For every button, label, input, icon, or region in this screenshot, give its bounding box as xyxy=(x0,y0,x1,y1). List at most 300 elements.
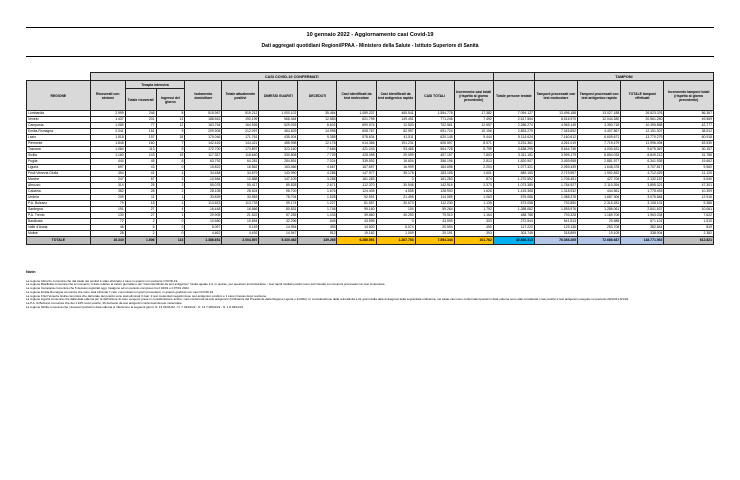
header-ti-totale: Totale ricoverati xyxy=(125,89,156,111)
value-cell: 573.058 xyxy=(493,201,534,207)
value-cell: 11.996.494 xyxy=(621,141,664,147)
value-cell: 519.212 xyxy=(222,111,259,117)
value-cell: 147.109 xyxy=(259,177,298,183)
value-cell: 2.373 xyxy=(454,183,493,189)
value-cell: 5 xyxy=(156,147,185,153)
value-cell: 30.546 xyxy=(376,183,415,189)
value-cell: 50.078 xyxy=(185,183,222,189)
value-cell: 35.464 xyxy=(298,111,337,117)
value-cell: 11 xyxy=(125,195,156,201)
value-cell: 191.231 xyxy=(376,141,415,147)
value-cell: 697 xyxy=(90,165,125,171)
value-cell: 4.712.429 xyxy=(621,171,664,177)
value-cell: 6.341.935 xyxy=(621,159,664,165)
value-cell: 86.367 xyxy=(664,111,714,117)
value-cell: 1.601 xyxy=(454,171,493,177)
value-cell: 4 xyxy=(156,207,185,213)
value-cell: 2.841.637 xyxy=(621,207,664,213)
region-name-cell: Piemonte xyxy=(27,141,91,147)
report-subtitle: Dati aggregati quotidiani Regioni/PPAA - Ministero della Salute - Istituto Superiore di Sanità xyxy=(261,43,479,49)
value-cell: 57 xyxy=(125,177,156,183)
value-cell: 21.498 xyxy=(376,195,415,201)
value-cell: 8.602 xyxy=(298,123,337,129)
value-cell: 20.905 xyxy=(185,213,222,219)
total-row xyxy=(27,237,714,245)
region-name-cell: P.A. Trento xyxy=(27,213,91,219)
header-incremento-tamponi: Incremento tamponi totali (rispetto al giorno precedente) xyxy=(664,81,714,111)
value-cell: 2 xyxy=(156,189,185,195)
value-cell: 28 xyxy=(125,189,156,195)
value-cell: 1.518 xyxy=(90,135,125,141)
value-cell: 7.492 xyxy=(454,117,493,123)
region-name-cell: P.A. Bolzano xyxy=(27,201,91,207)
value-cell: 45 xyxy=(125,159,156,165)
value-cell: 702.561 xyxy=(415,123,454,129)
value-cell: 8 xyxy=(156,111,185,117)
value-cell: 2.671 xyxy=(298,183,337,189)
value-cell: 142.916 xyxy=(415,183,454,189)
value-cell: 2.517.564 xyxy=(493,117,534,123)
value-cell: 77 xyxy=(125,123,156,129)
value-cell: 82.957 xyxy=(376,129,415,135)
value-cell: 113 xyxy=(125,147,156,153)
value-cell: 690.074 xyxy=(337,123,376,129)
value-cell: 339.592 xyxy=(337,159,376,165)
value-cell: 330.808 xyxy=(259,153,298,159)
total-value-cell: 7.554.344 xyxy=(415,237,454,245)
value-cell: 113.633 xyxy=(185,201,222,207)
value-cell: 12.044.280 xyxy=(578,117,621,123)
region-name-cell: Molise xyxy=(27,231,91,237)
header-regione: REGIONE xyxy=(27,81,91,111)
value-cell: 14.520 xyxy=(337,225,376,231)
value-cell: 3.075.684 xyxy=(621,195,664,201)
value-cell: 14.998 xyxy=(298,129,337,135)
value-cell: 10.309 xyxy=(664,189,714,195)
value-cell: 129.136 xyxy=(534,225,577,231)
value-cell: 3.638.299 xyxy=(493,147,534,153)
value-cell: 382 xyxy=(90,189,125,195)
value-cell: 172.700 xyxy=(185,147,222,153)
value-cell: 13.496.188 xyxy=(534,111,577,117)
value-cell: 2.204 xyxy=(454,165,493,171)
value-cell: 621.795 xyxy=(337,117,376,123)
total-value-cell: 139.265 xyxy=(298,237,337,245)
value-cell: 7.709 xyxy=(298,153,337,159)
value-cell: 435.004 xyxy=(259,135,298,141)
value-cell: 4.492 xyxy=(222,231,259,237)
value-cell: 2.813 xyxy=(454,159,493,165)
value-cell: 1.318.932 xyxy=(534,189,577,195)
value-cell: 34.484 xyxy=(185,171,222,177)
note-line: La regione Liguria comunica che dalla data odierna per la definizione di caso vengono prese in considerazione anche i casi confermati da test antigenico (Ordinanza del Presidente della Regione Liguria n.1/2022). In considerazione della retroattività a 21 giorni dalla data di diagnosi della sopracitata ordinanza, nel totale casi sono confermati riportati in data odierna sono stati considerati i casi positivi a test antigenico eseguito nel periodo 20/12/21-9/1/22. xyxy=(26,298,630,302)
header-tamponi-antigenico: Tamponi processati con test antigenico rapido xyxy=(578,81,621,111)
value-cell: 568.464 xyxy=(259,117,298,123)
region-name-cell: Veneto xyxy=(27,117,91,123)
value-cell: 114.089 xyxy=(415,195,454,201)
value-cell: 10.580 xyxy=(185,219,222,225)
region-name-cell: Calabria xyxy=(27,189,91,195)
value-cell: 3.108.131 xyxy=(621,201,664,207)
total-value-cell: 72.686.687 xyxy=(578,237,621,245)
group-tamponi: TAMPONI xyxy=(534,73,713,81)
value-cell: 318.899 xyxy=(534,231,577,237)
value-cell: 144.421 xyxy=(222,141,259,147)
value-cell: 8.516.970 xyxy=(534,117,577,123)
total-label: TOTALE xyxy=(27,237,91,245)
value-cell: 32.296 xyxy=(259,219,298,225)
value-cell: 4 xyxy=(156,171,185,177)
value-cell: 191 xyxy=(90,207,125,213)
header-casi-molecolare: Casi identificati da test molecolare xyxy=(337,81,376,111)
value-cell: 10.395.858 xyxy=(621,123,664,129)
header-terapia-intensiva: Terapia intensiva xyxy=(125,81,185,89)
value-cell: 201 xyxy=(125,117,156,123)
value-cell: 1 xyxy=(156,201,185,207)
value-cell: 303 xyxy=(454,219,493,225)
region-name-cell: Sardegna xyxy=(27,207,91,213)
value-cell: 1.227 xyxy=(298,201,337,207)
value-cell: 9 xyxy=(156,129,185,135)
value-cell: 26.523.376 xyxy=(621,111,664,117)
value-cell: 6.609.671 xyxy=(578,135,621,141)
value-cell: 57.255 xyxy=(259,213,298,219)
header-totale-positivi: Totale attualmente positivi xyxy=(222,81,259,111)
value-cell: 515.967 xyxy=(185,111,222,117)
value-cell: 354 xyxy=(90,171,125,177)
value-cell: 8.854.033 xyxy=(578,153,621,159)
value-cell: 164.926 xyxy=(222,123,259,129)
value-cell: 3 xyxy=(156,177,185,183)
note-line: La regione Friuli Venezia Giulia comunica che dal totale dei positivi sono stati eliminati 3 casi: 2 test molecolari negativi dopo test antigenico positivo e 1 caso rimosso dopo revisione. xyxy=(26,294,267,298)
value-cell: 1.992.832 xyxy=(578,171,621,177)
total-value-cell: 101.762 xyxy=(454,237,493,245)
value-cell: 142.416 xyxy=(185,141,222,147)
value-cell: 8.849.212 xyxy=(621,153,664,159)
value-cell: 303.745 xyxy=(493,231,534,237)
covid-data-table xyxy=(26,72,714,245)
value-cell: 14.954 xyxy=(259,225,298,231)
value-cell: 9.560 xyxy=(664,165,714,171)
value-cell: 7 xyxy=(156,141,185,147)
region-name-cell: Lombardia xyxy=(27,111,91,117)
value-cell: 8 xyxy=(156,159,185,165)
value-cell: 421.243 xyxy=(337,147,376,153)
value-cell: 5.799 xyxy=(454,147,493,153)
value-cell: 209 xyxy=(90,195,125,201)
region-name-cell: Emilia-Romagna xyxy=(27,129,91,135)
value-cell: 444 xyxy=(90,159,125,165)
value-cell: 1.648.378 xyxy=(578,165,621,171)
region-name-cell: Marche xyxy=(27,177,91,183)
value-cell: 5.114.624 xyxy=(493,135,534,141)
value-cell: 33.953 xyxy=(222,195,259,201)
value-cell: 12.583 xyxy=(298,117,337,123)
value-cell: 35.178 xyxy=(376,171,415,177)
value-cell: 338.004 xyxy=(621,231,664,237)
value-cell: 1.437 xyxy=(90,117,125,123)
region-name-cell: Lazio xyxy=(27,135,91,141)
region-name-cell: Umbria xyxy=(27,195,91,201)
value-cell: 1.084 xyxy=(90,147,125,153)
value-cell: 253.708 xyxy=(578,225,621,231)
value-cell: 284.891 xyxy=(259,159,298,165)
value-cell: 60.918 xyxy=(664,135,714,141)
notes-section xyxy=(26,270,716,309)
header-dimessi: DIMESSI GUARITI xyxy=(259,81,298,111)
value-cell: 29.059 xyxy=(376,153,415,159)
value-cell: 98.700 xyxy=(259,189,298,195)
value-cell: 620.145 xyxy=(415,135,454,141)
value-cell: 608.767 xyxy=(337,129,376,135)
value-cell: 2.853.279 xyxy=(493,129,534,135)
value-cell: 529.033 xyxy=(259,123,298,129)
value-cell: 143 xyxy=(125,153,156,159)
value-cell: 819 xyxy=(664,225,714,231)
value-cell: 63.792 xyxy=(185,159,222,165)
value-cell: 7.345.692 xyxy=(534,129,577,135)
value-cell: 29.588 xyxy=(578,219,621,225)
value-cell: 9.385 xyxy=(298,135,337,141)
value-cell: 78.704 xyxy=(259,195,298,201)
value-cell: 147.977 xyxy=(337,171,376,177)
value-cell: 14.947 xyxy=(259,231,298,237)
value-cell: 183.155 xyxy=(415,171,454,177)
value-cell: 614.366 xyxy=(337,141,376,147)
value-cell: 163.764 xyxy=(185,123,222,129)
value-cell: 393 xyxy=(454,231,493,237)
note-line: La P.A. di Bolzano comunica che dei 1.105 nuovi positivi, 26 derivano da test antigenici confermati da test molecolare. xyxy=(26,301,183,305)
value-cell: 12.557 xyxy=(454,123,493,129)
value-cell: 49.569 xyxy=(664,117,714,123)
value-cell: 188.561 xyxy=(185,117,222,123)
header-casi-antigenico: Casi identificati da test antigenico rapido xyxy=(376,81,415,111)
value-cell: 1.510 xyxy=(664,219,714,225)
header-tamponi-totale: TOTALE tamponi effettuati xyxy=(621,81,664,111)
value-cell: 4.462 xyxy=(185,231,222,237)
value-cell: 444.561 xyxy=(578,189,621,195)
value-cell: 356.196 xyxy=(415,159,454,165)
header-isolamento: Isolamento domiciliare xyxy=(185,81,222,111)
value-cell: 1 xyxy=(156,213,185,219)
value-cell: 212.097 xyxy=(222,129,259,135)
value-cell: 72 xyxy=(90,219,125,225)
value-cell: 117.337 xyxy=(185,153,222,159)
value-cell: 47.301 xyxy=(664,183,714,189)
value-cell: 7.665 xyxy=(298,147,337,153)
value-cell: 1.820.907 xyxy=(493,159,534,165)
value-cell: 1.415.368 xyxy=(493,189,534,195)
value-cell: 18 xyxy=(156,135,185,141)
value-cell: 197 xyxy=(125,135,156,141)
value-cell: 190.199 xyxy=(222,117,259,123)
header-deceduti: DECEDUTI xyxy=(298,81,337,111)
value-cell: 2.719.597 xyxy=(534,171,577,177)
value-cell: 161.283 xyxy=(415,177,454,183)
value-cell: 7.094.127 xyxy=(493,111,534,117)
value-cell: 2.041 xyxy=(90,129,125,135)
value-cell: 170.046 xyxy=(185,135,222,141)
value-cell: 151 xyxy=(125,129,156,135)
value-cell: 1.009 xyxy=(376,231,415,237)
value-cell: 1.784.927 xyxy=(534,183,577,189)
value-cell: 2 xyxy=(125,231,156,237)
value-cell: 184.696 xyxy=(415,165,454,171)
value-cell: 11.120 xyxy=(664,171,714,177)
value-cell: 173.897 xyxy=(222,147,259,153)
value-cell: 1.792 xyxy=(454,207,493,213)
note-line: La regione Basilicata comunica che al momento, il dato relativo al valore giornaliero dei "Casi identificati da test antigenico" risulta uguale a 0, in quanto, per questioni amministrative, i test rapidi risultati positivi sono tutti ritestati con tamponi processati con test molecolare. xyxy=(26,283,386,287)
value-cell: 691.724 xyxy=(415,129,454,135)
value-cell: 42.777 xyxy=(664,123,714,129)
value-cell: 1.000.102 xyxy=(259,111,298,117)
value-cell: 457.157 xyxy=(415,153,454,159)
value-cell: 10.654 xyxy=(222,219,259,225)
value-cell: 80.831 xyxy=(259,207,298,213)
value-cell: 4.667 xyxy=(298,165,337,171)
value-cell: 2.110.394 xyxy=(578,183,621,189)
value-cell: 5.644.736 xyxy=(534,147,577,153)
value-cell: 130 xyxy=(90,213,125,219)
total-value-cell: 16.340 xyxy=(90,237,125,245)
value-cell: 792.850 xyxy=(534,201,577,207)
value-cell: 1.555.576 xyxy=(534,207,577,213)
value-cell: 46 xyxy=(90,225,125,231)
value-cell: 3.459.958 xyxy=(534,159,577,165)
value-cell: 12 xyxy=(156,123,185,129)
value-cell: 33.839 xyxy=(185,195,222,201)
value-cell: 1.778.493 xyxy=(621,189,664,195)
value-cell: 605.597 xyxy=(415,141,454,147)
value-cell: 19.662 xyxy=(664,159,714,165)
value-cell: 488.998 xyxy=(259,141,298,147)
value-cell: 874 xyxy=(454,177,493,183)
value-cell: 1.626 xyxy=(454,189,493,195)
value-cell: 12.151.307 xyxy=(621,129,664,135)
value-cell: 38.512 xyxy=(664,129,714,135)
region-name-cell: Liguria xyxy=(27,165,91,171)
value-cell: 20.594 xyxy=(415,225,454,231)
value-cell: 99.264 xyxy=(415,207,454,213)
region-name-cell: Toscana xyxy=(27,147,91,153)
value-cell: 19.105 xyxy=(578,231,621,237)
value-cell: 1.845 xyxy=(90,141,125,147)
value-cell: 10.888 xyxy=(222,177,259,183)
value-cell: 1.554.778 xyxy=(415,111,454,117)
value-cell: 149.451 xyxy=(376,117,415,123)
value-cell: 43 xyxy=(125,165,156,171)
value-cell: 7.622 xyxy=(664,213,714,219)
value-cell: 28.108 xyxy=(185,189,222,195)
value-cell: 13.770.279 xyxy=(621,135,664,141)
value-cell: 4.286 xyxy=(298,171,337,177)
value-cell: 25 xyxy=(125,183,156,189)
value-cell: 272.544 xyxy=(493,219,534,225)
value-cell: 427.706 xyxy=(578,177,621,183)
value-cell: 2.132.157 xyxy=(621,177,664,183)
value-cell: 0 xyxy=(376,219,415,225)
header-ti-ingressi: Ingressi del giorno xyxy=(156,89,185,111)
value-cell: 92.591 xyxy=(337,195,376,201)
value-cell: 0 xyxy=(156,231,185,237)
value-cell: 1.963.034 xyxy=(621,213,664,219)
value-cell: 3.350.718 xyxy=(578,123,621,129)
value-cell: 16.666 xyxy=(222,207,259,213)
value-cell: 163.466 xyxy=(259,165,298,171)
value-cell: 428.098 xyxy=(337,153,376,159)
value-cell: 2.881.977 xyxy=(578,159,621,165)
value-cell: 16.562 xyxy=(222,165,259,171)
total-value-cell: 42.856.313 xyxy=(493,237,534,245)
value-cell: 1.135 xyxy=(454,201,493,207)
value-cell: 21.522 xyxy=(222,213,259,219)
value-cell: 12.178 xyxy=(298,141,337,147)
value-cell: 1.063 xyxy=(454,195,493,201)
value-cell: 4.261.019 xyxy=(534,141,577,147)
value-cell: 382.844 xyxy=(621,225,664,231)
region-name-cell: Valle d'Aosta xyxy=(27,225,91,231)
value-cell: 16.448 xyxy=(185,207,222,213)
value-cell: 4.965.145 xyxy=(534,123,577,129)
value-cell: 7.024 xyxy=(298,159,337,165)
value-cell: 578.634 xyxy=(337,135,376,141)
value-cell: 113.733 xyxy=(222,201,259,207)
value-cell: 1.073.385 xyxy=(493,183,534,189)
value-cell: 2 xyxy=(125,219,156,225)
note-line: La regione Abruzzo comunica che dal totale dei positivi è stato eliminato 1 caso in quanto non paziente COVID-19. xyxy=(26,279,179,283)
value-cell: 3.707.817 xyxy=(621,165,664,171)
total-value-cell: 76.085.265 xyxy=(534,237,577,245)
value-cell: 93.485 xyxy=(376,147,415,153)
value-cell: 15.822 xyxy=(185,165,222,171)
value-cell: 314 xyxy=(90,183,125,189)
value-cell: 541.513 xyxy=(534,219,577,225)
value-cell: 5.149 xyxy=(222,225,259,231)
report-title-box xyxy=(26,27,714,57)
value-cell: 3.311.181 xyxy=(493,153,534,159)
value-cell: 20.191 xyxy=(415,231,454,237)
value-cell: 571.101 xyxy=(621,219,664,225)
value-cell: 5.540 xyxy=(664,177,714,183)
value-cell: 1.687.306 xyxy=(578,195,621,201)
value-cell: 41.511 xyxy=(376,135,415,141)
value-cell: 512 xyxy=(298,231,337,237)
value-cell: 16.604 xyxy=(376,159,415,165)
region-name-cell: Abruzzo xyxy=(27,183,91,189)
total-value-cell: 5.430.462 xyxy=(259,237,298,245)
value-cell: 1.706.451 xyxy=(534,177,577,183)
value-cell: 89.828 xyxy=(259,183,298,189)
value-cell: 6.074 xyxy=(376,225,415,231)
group-casi-confermati: CASI COVID-19 CONFERMATI xyxy=(90,73,493,81)
value-cell: 171.761 xyxy=(222,135,259,141)
total-value-cell: 6.286.591 xyxy=(337,237,376,245)
value-cell: 1.270.552 xyxy=(493,177,534,183)
value-cell: 112.230 xyxy=(415,201,454,207)
value-cell: 247 xyxy=(90,177,125,183)
value-cell: 99.160 xyxy=(337,207,376,213)
value-cell: 9.444 xyxy=(454,135,493,141)
value-cell: 41 xyxy=(125,171,156,177)
value-cell: 3.231.361 xyxy=(493,141,534,147)
value-cell: 1.676 xyxy=(298,189,337,195)
value-cell: 81.557 xyxy=(337,201,376,207)
value-cell: 2.059.439 xyxy=(534,165,577,171)
value-cell: 1.085 xyxy=(90,123,125,129)
value-cell: 1.288.082 xyxy=(493,207,534,213)
value-cell: 28.524 xyxy=(222,189,259,195)
value-cell: 209.905 xyxy=(185,129,222,135)
